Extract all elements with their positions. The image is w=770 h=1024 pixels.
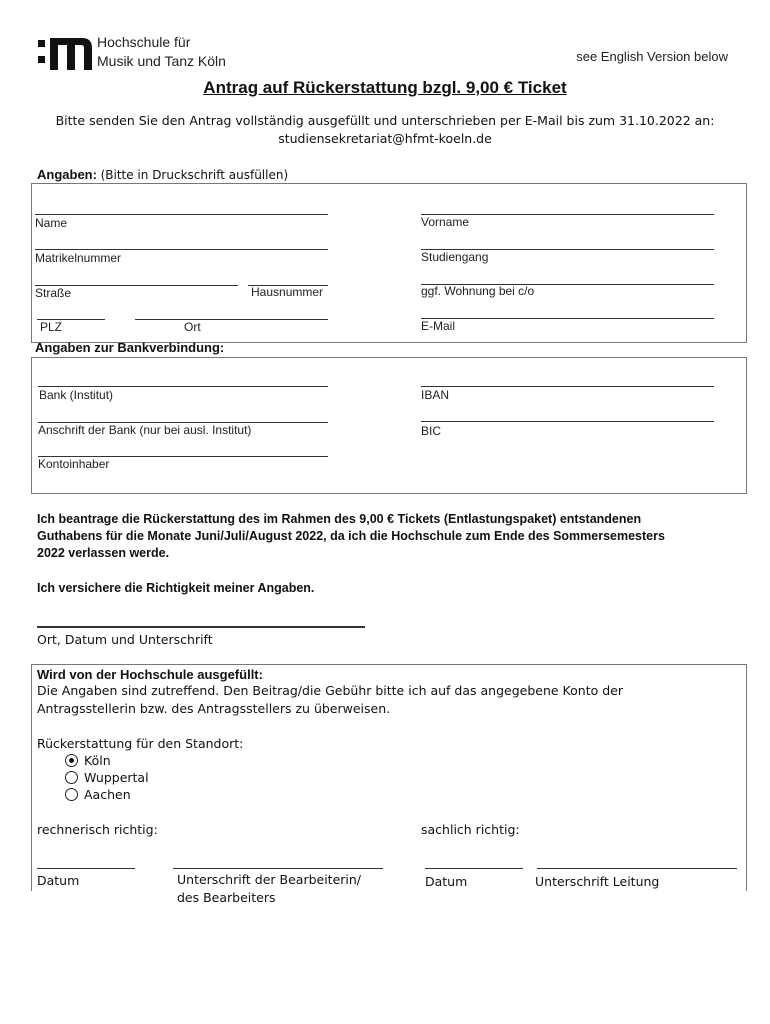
option-aachen-label: Aachen <box>84 787 131 802</box>
intro-text: Bitte senden Sie den Antrag vollständig ausgefüllt und unterschrieben per E-Mail bis zum 31.10.2022 an: studiensekretariat@hfmt-koeln.de <box>55 113 715 146</box>
signature-label: Ort, Datum und Unterschrift <box>37 632 213 647</box>
bic-field[interactable] <box>421 421 714 422</box>
hausnummer-label: Hausnummer <box>251 285 324 299</box>
matrikelnummer-label: Matrikelnummer <box>35 251 122 265</box>
leitung-signature-field[interactable] <box>537 868 737 869</box>
radio-aachen[interactable] <box>65 788 78 801</box>
institution-name: Hochschule für Musik und Tanz Köln <box>97 34 226 69</box>
hfmt-logo-mark-icon <box>36 30 96 70</box>
radio-wuppertal[interactable] <box>65 771 78 784</box>
signature-field[interactable] <box>37 626 365 628</box>
radio-koeln[interactable] <box>65 754 78 767</box>
leitung-signature-label: Unterschrift Leitung <box>535 874 660 889</box>
datum-left-field[interactable] <box>37 868 135 869</box>
rechnerisch-label: rechnerisch richtig: <box>37 822 158 837</box>
bank-institut-field[interactable] <box>38 386 328 387</box>
strasse-label: Straße <box>35 286 72 300</box>
bank-institut-label: Bank (Institut) <box>39 388 114 402</box>
name-field[interactable] <box>35 214 328 215</box>
ort-field[interactable] <box>135 319 328 320</box>
datum-right-label: Datum <box>425 874 468 889</box>
iban-label: IBAN <box>421 388 450 402</box>
matrikelnummer-field[interactable] <box>35 249 328 250</box>
datum-right-field[interactable] <box>425 868 523 869</box>
sachlich-label: sachlich richtig: <box>421 822 520 837</box>
iban-field[interactable] <box>421 386 714 387</box>
office-statement: Die Angaben sind zutreffend. Den Beitrag/die Gebühr bitte ich auf das angegebene Konto der Antragsstellerin bzw. des Antragsstellers zu überweisen. <box>37 683 623 716</box>
option-wuppertal-label: Wuppertal <box>84 770 149 785</box>
bearbeiter-signature-field[interactable] <box>173 868 383 869</box>
ort-label: Ort <box>184 320 201 334</box>
english-version-note: see English Version below <box>576 49 728 64</box>
email-field[interactable] <box>421 318 714 319</box>
vorname-label: Vorname <box>421 215 470 229</box>
personal-section-heading: Angaben: (Bitte in Druckschrift ausfüllen) <box>37 167 289 182</box>
location-label: Rückerstattung für den Standort: <box>37 736 244 751</box>
plz-label: PLZ <box>40 320 63 334</box>
name-label: Name <box>35 216 68 230</box>
personal-heading-note: (Bitte in Druckschrift ausfüllen) <box>100 168 289 182</box>
kontoinhaber-label: Kontoinhaber <box>38 457 110 471</box>
option-koeln-label: Köln <box>84 753 111 768</box>
wohnung-label: ggf. Wohnung bei c/o <box>421 284 535 298</box>
datum-left-label: Datum <box>37 873 80 888</box>
office-section-heading: Wird von der Hochschule ausgefüllt: <box>37 667 263 682</box>
email-label: E-Mail <box>421 319 456 333</box>
bic-label: BIC <box>421 424 442 438</box>
studiengang-label: Studiengang <box>421 250 489 264</box>
bank-anschrift-label: Anschrift der Bank (nur bei ausl. Institut) <box>38 423 252 437</box>
bearbeiter-signature-label: Unterschrift der Bearbeiterin/ des Bearbeiters <box>177 872 362 905</box>
document-title: Antrag auf Rückerstattung bzgl. 9,00 € Ticket <box>203 78 567 97</box>
bank-section-heading: Angaben zur Bankverbindung: <box>35 340 225 355</box>
refund-request-text: Ich beantrage die Rückerstattung des im Rahmen des 9,00 € Tickets (Entlastungspaket) entstandenen Guthabens für die Monate Juni/Juli/August 2022, da ich die Hochschule zum Ende des Sommersemesters 2022 verlassen werde. <box>37 512 665 560</box>
assurance-text: Ich versichere die Richtigkeit meiner Angaben. <box>37 581 315 595</box>
